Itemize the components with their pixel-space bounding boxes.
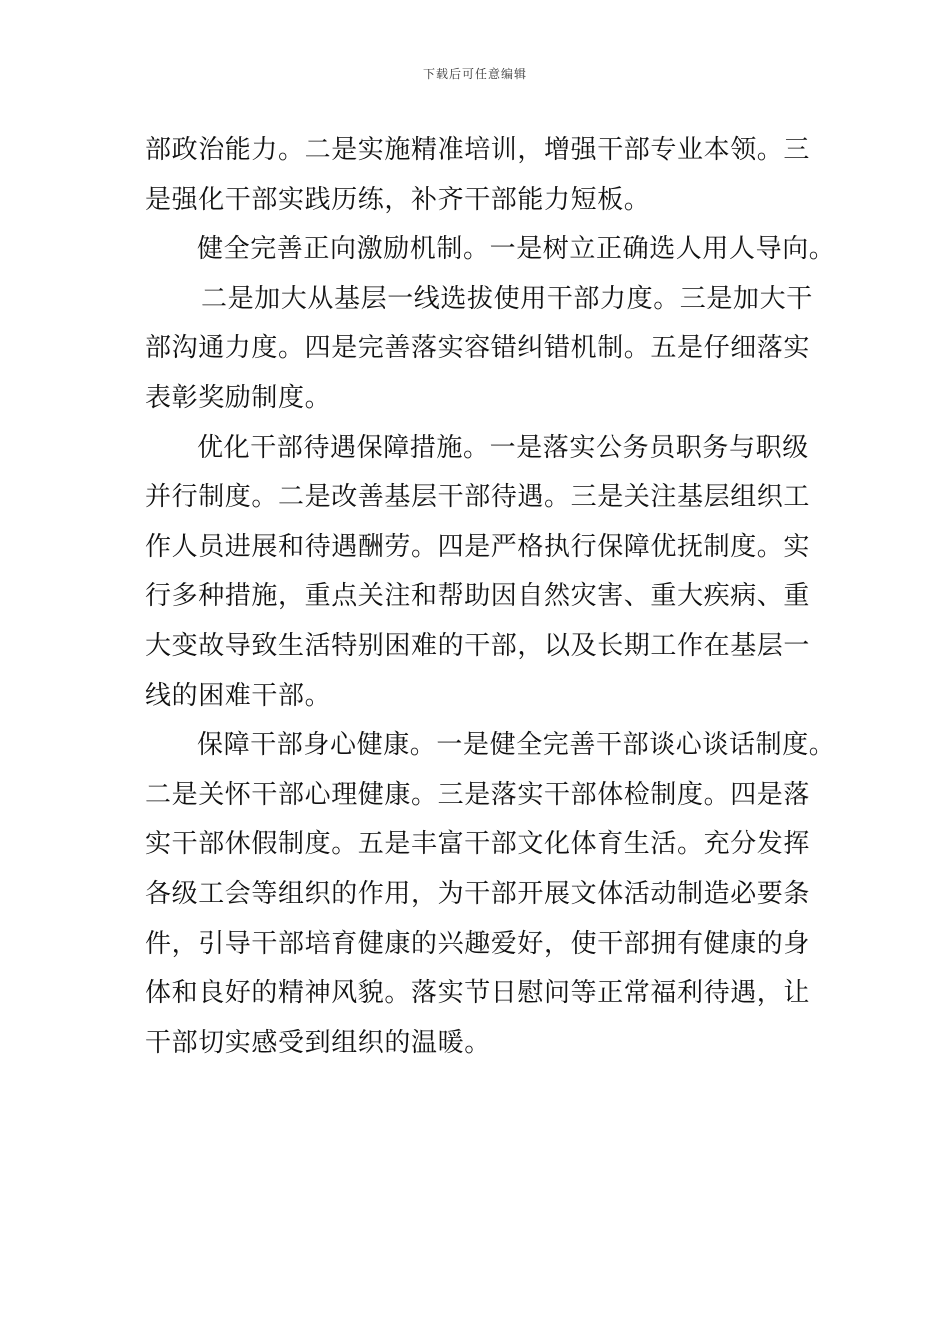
text-line: 部沟通力度。四是完善落实容错纠错机制。五是仔细落实 (145, 333, 811, 364)
text-line: 二是关怀干部心理健康。三是落实干部体检制度。四是落 (145, 779, 811, 810)
text-line: 体和良好的精神风貌。落实节日慰问等正常福利待遇，让 (145, 978, 811, 1009)
text-line: 大变故导致生活特别困难的干部，以及长期工作在基层一 (145, 630, 811, 661)
text-line: 作人员进展和待遇酬劳。四是严格执行保障优抚制度。实 (145, 531, 811, 562)
page-header: 下载后可任意编辑 (422, 67, 527, 81)
text-line: 并行制度。二是改善基层干部待遇。三是关注基层组织工 (145, 482, 811, 513)
text-line: 各级工会等组织的作用，为干部开展文体活动制造必要条 (145, 878, 811, 909)
text-line: 部政治能力。二是实施精准培训，增强干部专业本领。三 (145, 135, 811, 165)
paragraph-heading-line: 优化干部待遇保障措施。一是落实公务员职务与职级 (197, 432, 809, 463)
text-line: 件，引导干部培育健康的兴趣爱好，使干部拥有健康的身 (145, 928, 811, 959)
text-line: 干部切实感受到组织的温暖。 (145, 1027, 491, 1058)
text-line: 二是加大从基层一线选拔使用干部力度。三是加大干 (201, 283, 813, 314)
text-line: 行多种措施，重点关注和帮助因自然灾害、重大疾病、重 (145, 581, 811, 612)
text-line: 是强化干部实践历练，补齐干部能力短板。 (145, 184, 651, 215)
paragraph-heading-line: 健全完善正向激励机制。一是树立正确选人用人导向。 (197, 234, 836, 265)
text-line: 实干部休假制度。五是丰富干部文化体育生活。充分发挥 (145, 829, 811, 860)
text-line: 线的困难干部。 (145, 680, 332, 711)
text-line: 表彰奖励制度。 (145, 382, 332, 413)
document-body (145, 126, 836, 1068)
paragraph-heading-line: 保障干部身心健康。一是健全完善干部谈心谈话制度。 (197, 730, 836, 761)
